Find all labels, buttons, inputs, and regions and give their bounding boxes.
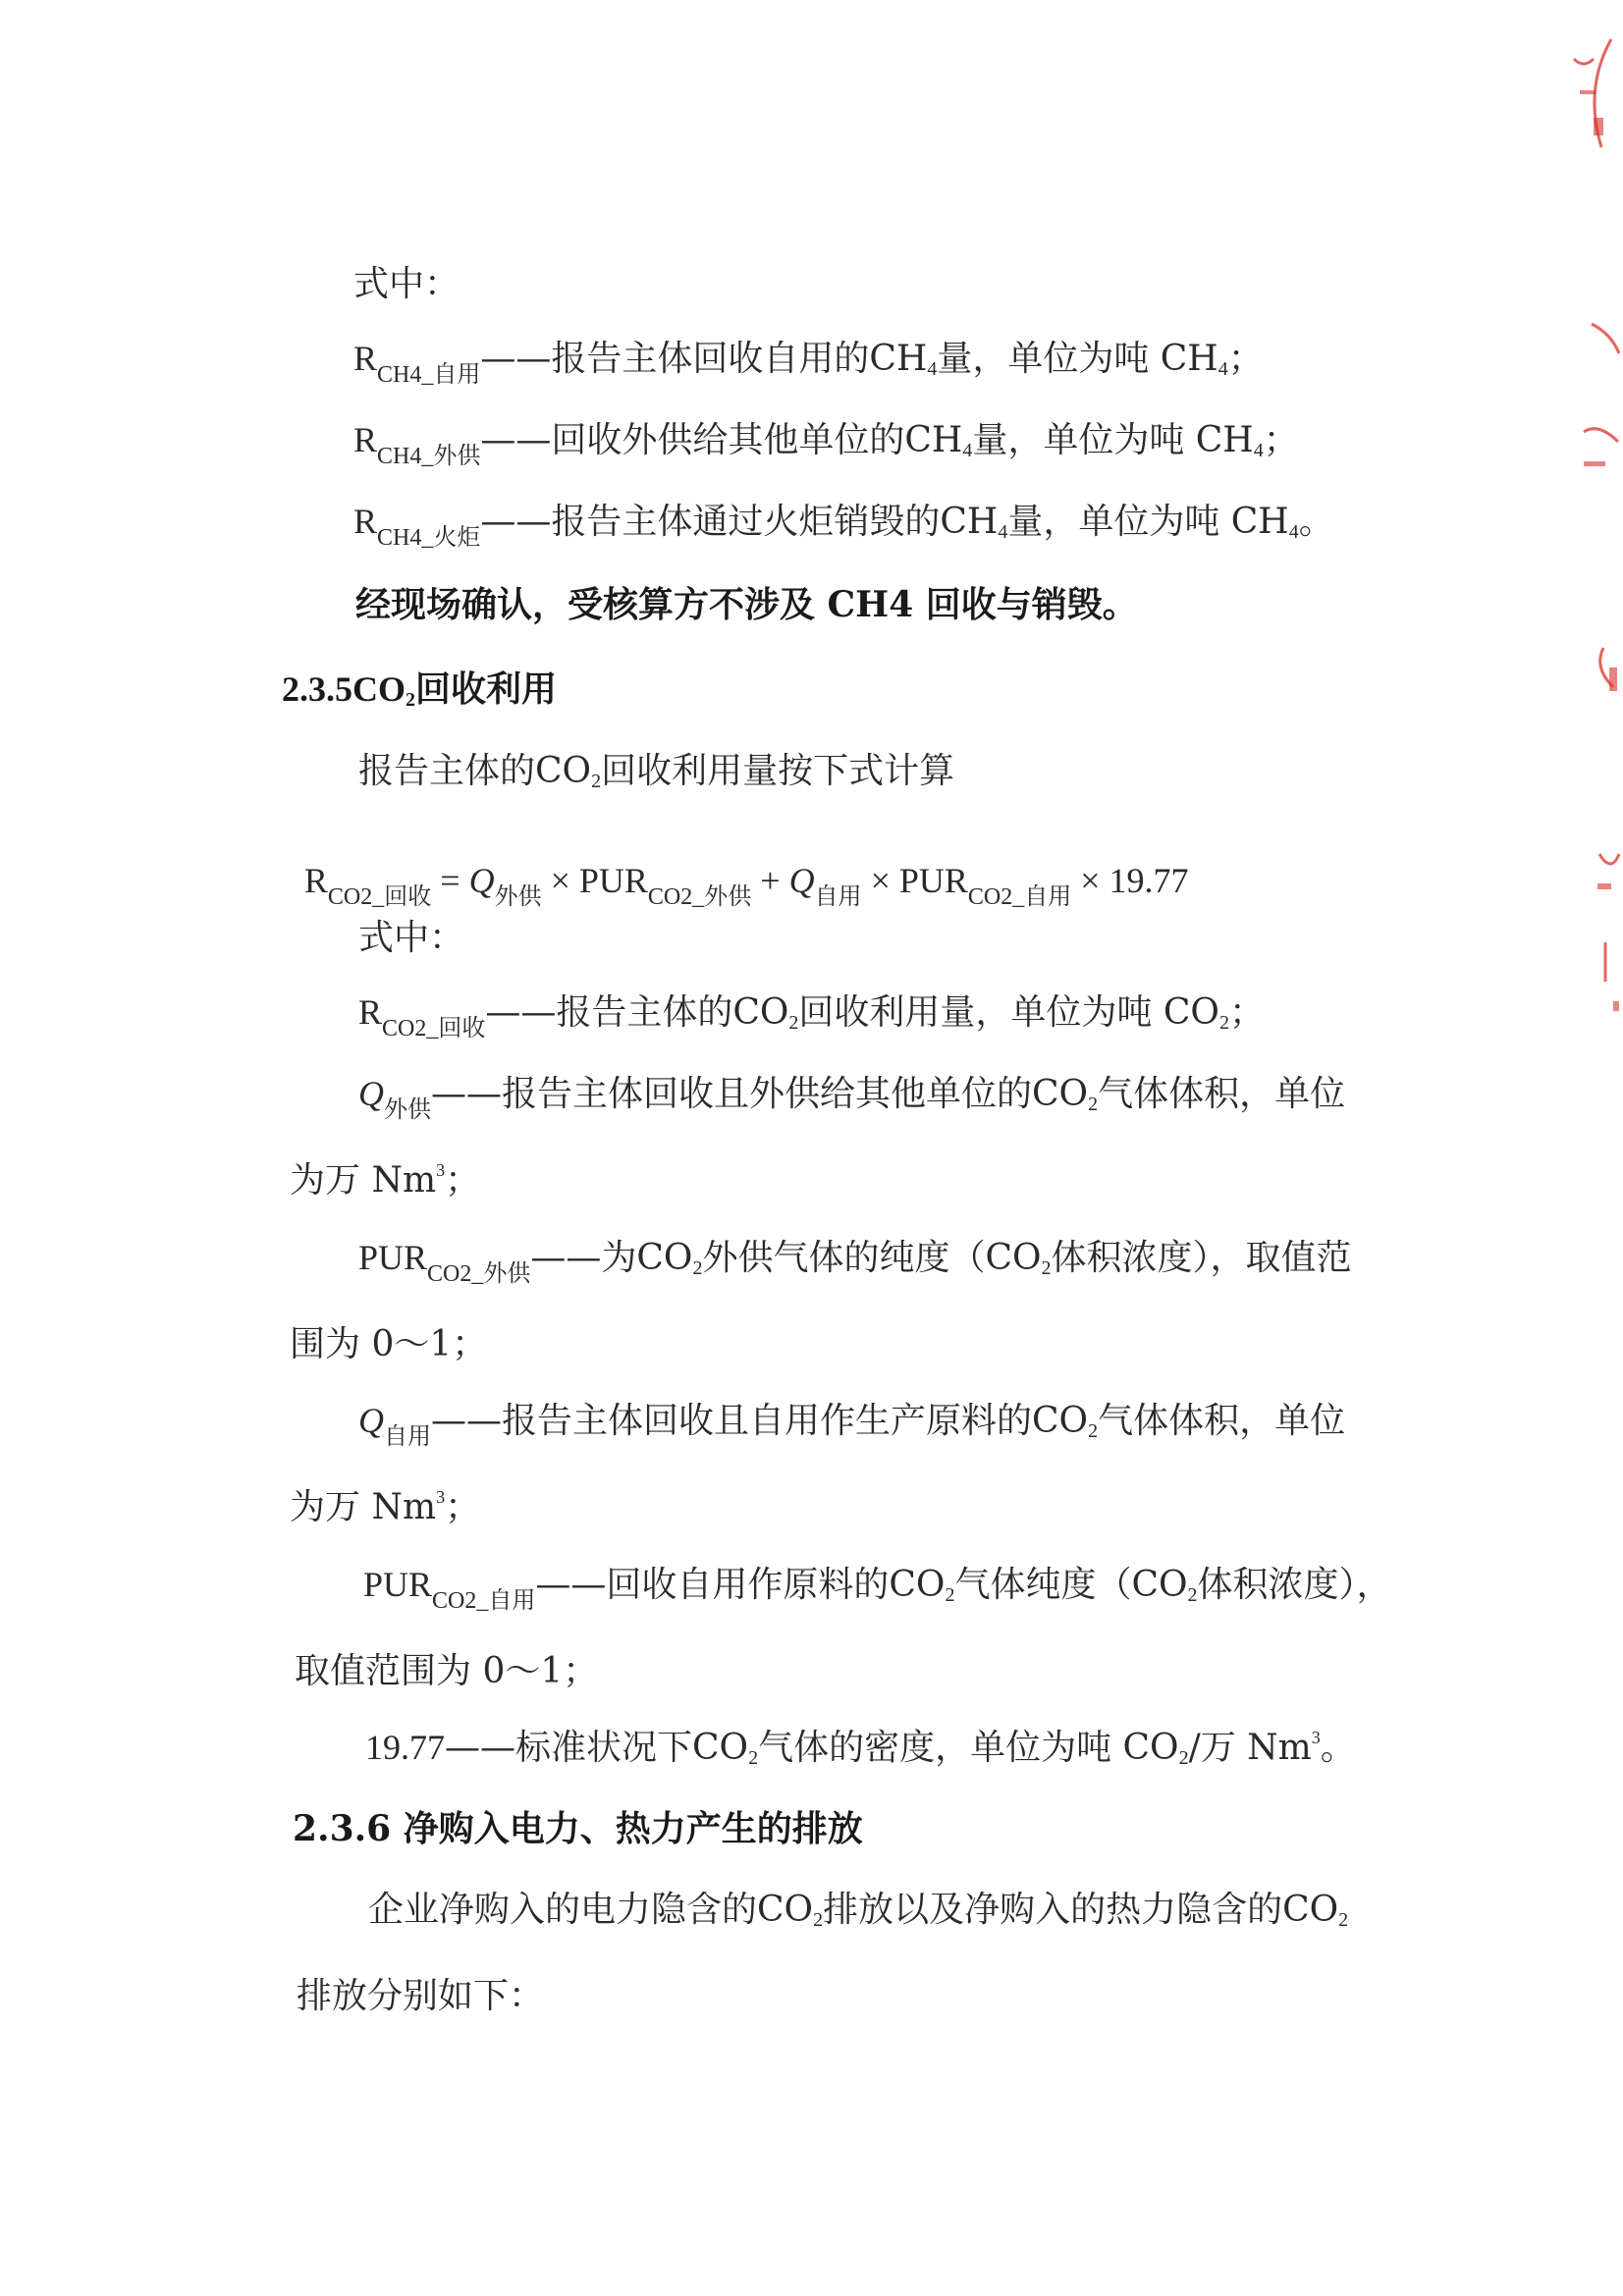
def-pur-supply-cont: 围为 0～1；	[290, 1324, 488, 1364]
def-q-self-cont: 为万 Nm$^3$；	[290, 1487, 481, 1527]
def-pur-supply: $PUR_{CO2\_外供}——$为CO2外供气体的纯度（CO2体积浓度），取值范	[358, 1238, 1352, 1287]
section-heading-2-3-6: 2.3.6 净购入电力、热力产生的排放	[293, 1808, 863, 1849]
formula-co2-recovery: $R_{CO2\_回收} = Q_{外供} \times PUR_{CO2\_外供} + Q_{自用} \times PUR_{CO2\_自用} \times 19.77$	[303, 861, 1189, 910]
def-q-supply: $Q_{外供}——$报告主体回收且外供给其他单位的CO2气体体积，单位	[358, 1074, 1346, 1123]
section-heading-2-3-5: 2.3.5CO2回收利用	[282, 668, 558, 711]
def-r-ch4-flare: $R_{CH4\_火炬}——$报告主体通过火炬销毁的CH4量，单位为吨 CH4。	[353, 502, 1334, 551]
confirmation-statement: 经现场确认，受核算方不涉及 CH4 回收与销毁。	[355, 584, 1138, 625]
def-r-co2-recovery: $R_{CO2\_回收}——$报告主体的CO2回收利用量，单位为吨 CO2；	[358, 992, 1265, 1041]
where-label-2: 式中：	[358, 918, 465, 958]
def-r-ch4-supply: $R_{CH4\_外供}——$回收外供给其他单位的CH4量，单位为吨 CH4；	[353, 420, 1299, 469]
paragraph-purchased-energy-cont: 排放分别如下：	[297, 1976, 545, 2016]
def-q-supply-cont: 为万 Nm$^3$；	[290, 1160, 481, 1201]
where-label: 式中：	[353, 264, 460, 304]
def-pur-self-cont: 取值范围为 0～1；	[295, 1651, 599, 1691]
def-r-ch4-self: $R_{CH4\_自用}——$报告主体回收自用的CH4量，单位为吨 CH4；	[353, 339, 1264, 388]
def-density: 19.77——标准状况下CO2气体的密度，单位为吨 CO2/万 Nm$^3$。	[365, 1728, 1356, 1769]
def-pur-self: $PUR_{CO2\_自用}——$回收自用作原料的CO2气体纯度（CO2体积浓度），	[363, 1565, 1392, 1614]
def-q-self: $Q_{自用}——$报告主体回收且自用作生产原料的CO2气体体积，单位	[358, 1401, 1346, 1450]
intro-paragraph: 报告主体的CO2回收利用量按下式计算	[358, 751, 955, 792]
seal-stamp-fragment	[1515, 0, 1623, 1178]
paragraph-purchased-energy: 企业净购入的电力隐含的CO2排放以及净购入的热力隐含的CO2	[368, 1890, 1349, 1931]
